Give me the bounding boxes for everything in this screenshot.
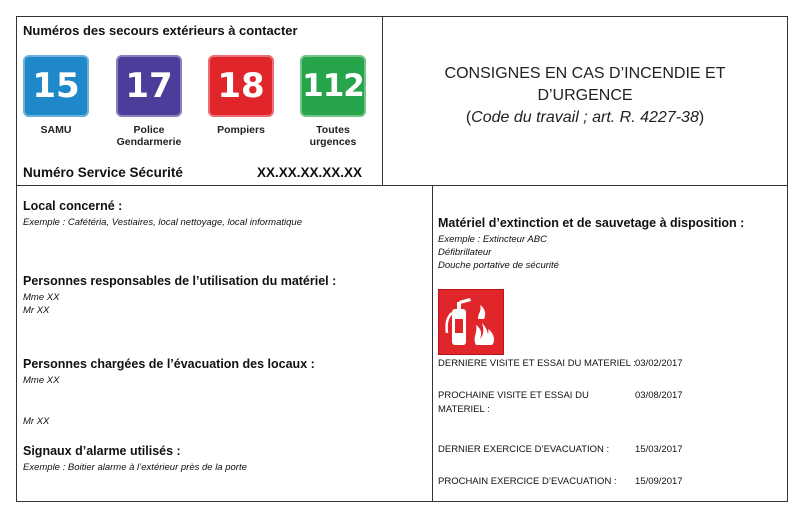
local-concerne-example: Exemple : Cafétéria, Vestiaires, local nettoyage, local informatique [23,217,302,228]
materiel-item: Défibrillateur [438,247,492,258]
badge-label-police: Police Gendarmerie [116,124,182,148]
row-label: DERNIER EXERCICE D’EVACUATION : [438,444,610,455]
fire-extinguisher-sign-icon [438,289,504,355]
row-label: DERNIERE VISITE ET ESSAI DU MATERIEL : [438,358,636,369]
responsable-item: Mme XX [23,292,60,303]
badge-number: 18 [217,66,265,106]
materiel-item: Exemple : Extincteur ABC [438,234,547,245]
signaux-example: Exemple : Boitier alarme à l’extérieur près de la porte [23,462,247,473]
evacuation-person-1: Mme XX [23,375,60,386]
row-label: PROCHAIN EXERCICE D’EVACUATION : [438,476,617,487]
row-date: 03/02/2017 [635,358,683,369]
row-date: 15/03/2017 [635,444,683,455]
row-date: 03/08/2017 [635,390,683,401]
badge-pompiers-18 [208,55,274,117]
middle-divider-horizontal [17,185,787,186]
row-label: PROCHAINE VISITE ET ESSAI DU MATERIEL : [438,390,589,415]
responsables-heading: Personnes responsables de l’utilisation du matériel : [23,274,337,288]
evacuation-person-2: Mr XX [23,416,50,427]
materiel-item: Douche portative de sécurité [438,260,559,271]
emergency-numbers-title: Numéros des secours extérieurs à contacter [23,23,298,38]
signaux-heading: Signaux d’alarme utilisés : [23,444,181,458]
materiel-list [438,233,559,272]
badge-samu-15 [23,55,89,117]
legal-reference: (Code du travail ; art. R. 4227-38) [465,109,705,126]
responsables-list [23,291,59,317]
badge-number: 15 [32,66,80,106]
badge-police-17 [116,55,182,117]
materiel-heading: Matériel d’extinction et de sauvetage à disposition : [438,216,745,230]
badge-label-urgences: Toutes urgences [309,124,357,148]
main-title-line2: D’URGENCE [537,87,633,104]
row-date: 15/09/2017 [635,476,683,487]
security-service-number: XX.XX.XX.XX.XX [257,165,363,180]
badge-number: 17 [125,66,173,106]
badge-label-samu: SAMU [40,124,72,136]
main-title-line1: CONSIGNES EN CAS D’INCENDIE ET [444,65,726,82]
safety-form-frame [16,16,788,502]
bottom-divider-vertical [432,185,433,501]
badge-label-pompiers: Pompiers [217,124,265,136]
responsable-item: Mr XX [23,305,50,316]
security-service-label: Numéro Service Sécurité [23,165,183,180]
local-concerne-heading: Local concerné : [23,199,123,213]
evacuation-heading: Personnes chargées de l’évacuation des locaux : [23,357,315,371]
badge-urgences-112 [300,55,366,117]
main-title-block [383,63,787,129]
badge-number: 112 [302,68,364,104]
